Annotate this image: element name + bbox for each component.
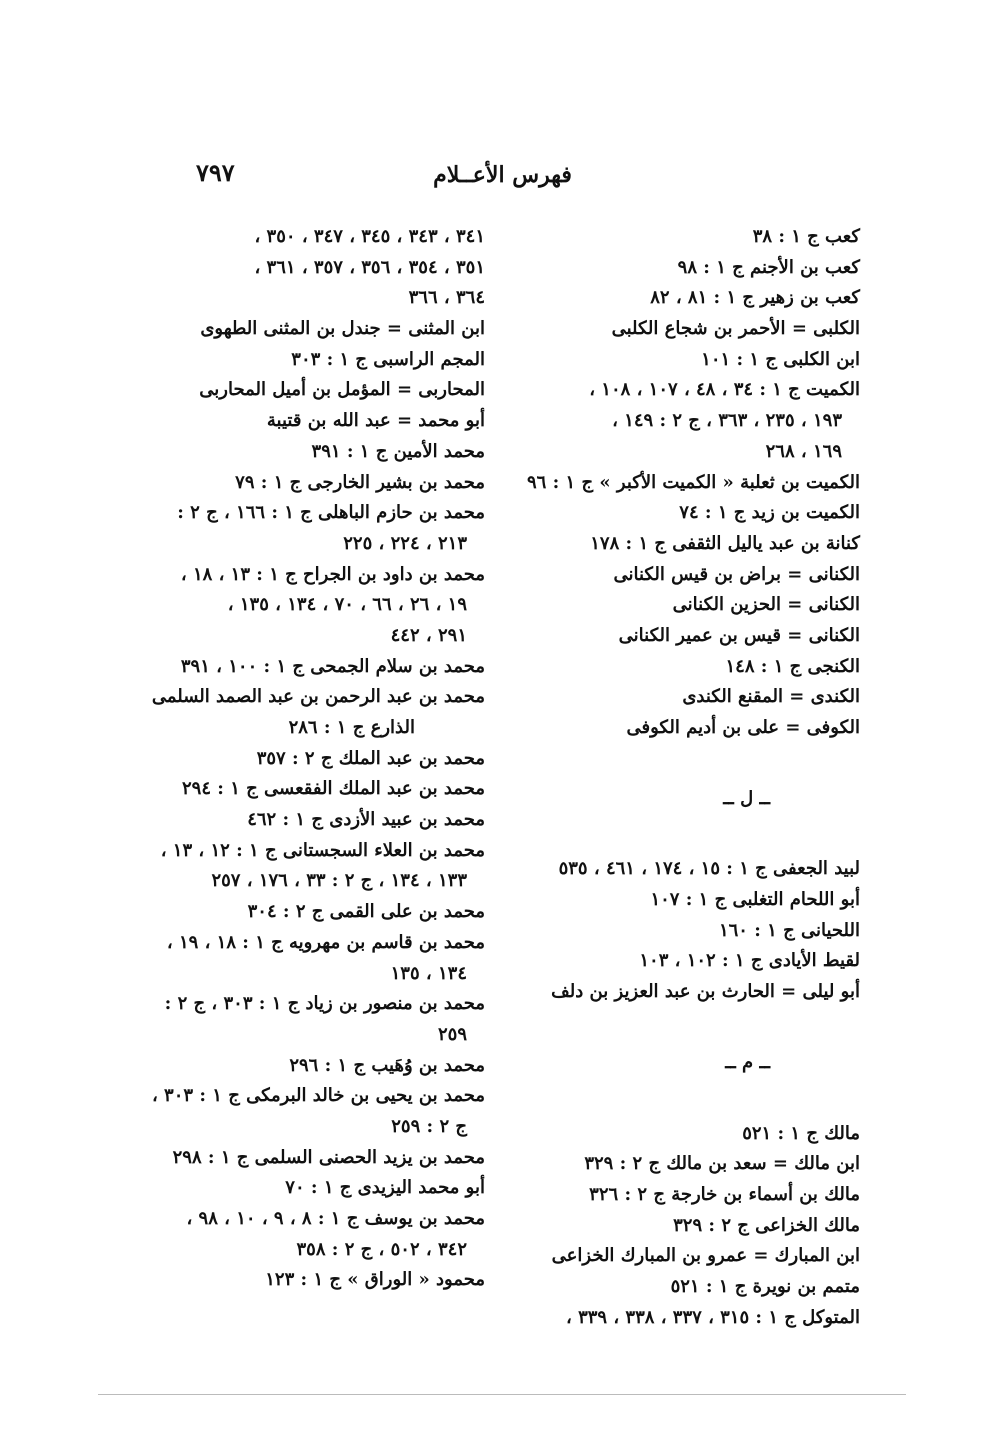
index-entry: المتوكل ج ١ : ٣١٥ ، ٣٣٧ ، ٣٣٨ ، ٣٣٩ ، bbox=[565, 1306, 860, 1328]
footer-rule bbox=[98, 1394, 906, 1395]
index-entry: ٣٤١ ، ٣٤٣ ، ٣٤٥ ، ٣٤٧ ، ٣٥٠ ، bbox=[254, 226, 485, 247]
index-entry: محمد بن عبد الملك ج ٢ : ٣٥٧ bbox=[256, 747, 485, 769]
index-entry: محمود « الوراق » ج ١ : ١٢٣ bbox=[265, 1269, 485, 1291]
index-entry-continuation: ١٣٤ ، ١٣٥ bbox=[390, 962, 467, 984]
index-entry: ابن مالك = سعد بن مالك ج ٢ : ٣٢٩ bbox=[584, 1153, 860, 1175]
index-entry: الكندى = المقنع الكندى bbox=[682, 686, 860, 708]
index-entry: كعب ج ١ : ٣٨ bbox=[752, 226, 860, 247]
index-entry: محمد بن حازم الباهلى ج ١ : ١٦٦ ، ج ٢ : bbox=[177, 502, 485, 524]
index-entry: أبو اللحام التغلبى ج ١ : ١٠٧ bbox=[650, 889, 860, 911]
index-entry: مالك ج ١ : ٥٢١ bbox=[742, 1122, 860, 1144]
index-entry: الكميت بن زيد ج ١ : ٧٤ bbox=[679, 502, 860, 524]
index-entry: محمد بن داود بن الجراح ج ١ : ١٣ ، ١٨ ، bbox=[180, 563, 485, 585]
index-entry-continuation: ٢١٣ ، ٢٢٤ ، ٢٢٥ bbox=[343, 532, 467, 554]
index-entry: أبو ليلى = الحارث بن عبد العزيز بن دلف bbox=[551, 981, 860, 1003]
index-entry: محمد بن بشير الخارجى ج ١ : ٧٩ bbox=[235, 471, 485, 493]
index-group-lam bbox=[530, 854, 860, 1007]
index-entry: مالك بن أسماء بن خارجة ج ٢ : ٣٢٦ bbox=[589, 1183, 860, 1205]
index-entry: أبو محمد = عبد الله بن قتيبة bbox=[266, 410, 485, 432]
page-title: فهرس الأعــلام bbox=[433, 162, 572, 188]
index-entry: الكنجى ج ١ : ١٤٨ bbox=[725, 655, 860, 677]
index-entry: محمد بن عبيد الأزدى ج ١ : ٤٦٢ bbox=[247, 809, 485, 831]
index-entry-continuation: ١٩٣ ، ٢٣٥ ، ٣٦٣ ، ج ٢ : ١٤٩ ، bbox=[612, 410, 842, 432]
index-entry: محمد بن قاسم بن مهرويه ج ١ : ١٨ ، ١٩ ، bbox=[166, 931, 485, 953]
index-entry: لبيد الجعفى ج ١ : ١٥ ، ١٧٤ ، ٤٦١ ، ٥٣٥ bbox=[558, 858, 860, 880]
index-entry: لقيط الأيادى ج ١ : ١٠٢ ، ١٠٣ bbox=[639, 950, 860, 972]
section-gap bbox=[530, 744, 860, 784]
section-gap bbox=[530, 1008, 860, 1048]
index-group-mim-continued bbox=[151, 222, 485, 1296]
index-entry: ٣٦٤ ، ٣٦٦ bbox=[408, 287, 485, 309]
index-entry: محمد بن سلام الجمحى ج ١ : ١٠٠ ، ٣٩١ bbox=[180, 655, 485, 677]
index-entry: أبو محمد اليزيدى ج ١ : ٧٠ bbox=[285, 1177, 485, 1199]
section-gap bbox=[530, 1079, 860, 1119]
index-entry: محمد بن عبد الملك الفقعسى ج ١ : ٢٩٤ bbox=[181, 778, 485, 800]
index-group-mim bbox=[530, 1119, 860, 1334]
index-entry-continuation: ٣٤٢ ، ٥٠٢ ، ج ٢ : ٣٥٨ bbox=[296, 1238, 467, 1260]
index-entry: الكلبى = الأحمر بن شجاع الكلبى bbox=[611, 318, 860, 340]
index-entry: ٣٥١ ، ٣٥٤ ، ٣٥٦ ، ٣٥٧ ، ٣٦١ ، bbox=[254, 256, 485, 278]
index-entry: محمد بن يوسف ج ١ : ٨ ، ٩ ، ١٠ ، ٩٨ ، bbox=[186, 1208, 485, 1229]
section-header-lam: ــ ل ــ bbox=[723, 787, 770, 809]
index-entry-continuation: ج ٢ : ٢٥٩ bbox=[391, 1115, 467, 1137]
index-entry: الكنانى = قيس بن عمير الكنانى bbox=[618, 624, 860, 646]
index-column-left bbox=[151, 222, 485, 1296]
index-entry: محمد بن منصور بن زياد ج ١ : ٣٠٣ ، ج ٢ : bbox=[164, 993, 485, 1015]
index-entry: ابن المثنى = جندل بن المثنى الطهوى bbox=[200, 318, 485, 340]
index-entry: محمد بن وُهَيب ج ١ : ٢٩٦ bbox=[289, 1054, 485, 1076]
index-entry: كعب بن الأجنم ج ١ : ٩٨ bbox=[677, 256, 860, 278]
index-entry: مالك الخزاعى ج ٢ : ٣٢٩ bbox=[673, 1214, 860, 1236]
index-entry: كنانة بن عبد ياليل الثقفى ج ١ : ١٧٨ bbox=[590, 532, 860, 554]
page-number: ٧٩٧ bbox=[196, 158, 235, 187]
index-entry: محمد بن العلاء السجستانى ج ١ : ١٢ ، ١٣ ، bbox=[160, 839, 485, 861]
index-entry: كعب بن زهير ج ١ : ٨١ ، ٨٢ bbox=[650, 287, 860, 309]
index-entry: ابن المبارك = عمرو بن المبارك الخزاعى bbox=[551, 1245, 860, 1267]
section-gap bbox=[530, 814, 860, 854]
index-entry: المحاربى = المؤمل بن أميل المحاربى bbox=[199, 379, 485, 401]
index-entry: الكميت ج ١ : ٣٤ ، ٤٨ ، ١٠٧ ، ١٠٨ ، bbox=[589, 379, 860, 401]
index-entry: ابن الكلبى ج ١ : ١٠١ bbox=[701, 348, 860, 370]
index-entry-continuation: ٢٩١ ، ٤٤٢ bbox=[390, 624, 467, 646]
index-entry: محمد الأمين ج ١ : ٣٩١ bbox=[311, 440, 485, 462]
index-entry: الكنانى = الحزين الكنانى bbox=[672, 594, 860, 616]
index-entry-continuation: ٢٥٩ bbox=[437, 1023, 467, 1045]
index-entry: اللحيانى ج ١ : ١٦٠ bbox=[718, 919, 860, 941]
index-entry: محمد بن على القمى ج ٢ : ٣٠٤ bbox=[247, 901, 485, 923]
index-entry: المجم الراسبى ج ١ : ٣٠٣ bbox=[291, 348, 485, 370]
index-entry-continuation: ١٦٩ ، ٢٦٨ bbox=[765, 440, 842, 462]
index-entry: متمم بن نويرة ج ١ : ٥٢١ bbox=[670, 1275, 860, 1297]
index-entry-continuation: ١٣٣ ، ١٣٤ ، ج ٢ : ٣٣ ، ١٧٦ ، ٢٥٧ bbox=[211, 870, 467, 892]
index-column-right bbox=[527, 222, 860, 1333]
index-entry: محمد بن يزيد الحصنى السلمى ج ١ : ٢٩٨ bbox=[172, 1146, 485, 1168]
index-entry: الكميت بن ثعلبة « الكميت الأكبر » ج ١ : ٩٦ bbox=[527, 471, 860, 493]
index-entry-continuation: ١٩ ، ٢٦ ، ٦٦ ، ٧٠ ، ١٣٤ ، ١٣٥ ، bbox=[227, 594, 467, 616]
index-entry: محمد بن يحيى بن خالد البرمكى ج ١ : ٣٠٣ ، bbox=[151, 1085, 485, 1107]
index-entry: الكوفى = على بن أديم الكوفى bbox=[626, 717, 860, 738]
index-group-kaf bbox=[527, 222, 860, 744]
index-entry-continuation: الذارع ج ١ : ٢٨٦ bbox=[288, 717, 415, 738]
section-header-mim: ــ م ــ bbox=[725, 1051, 770, 1073]
index-entry: الكنانى = براض بن قيس الكنانى bbox=[613, 563, 860, 585]
index-entry: محمد بن عبد الرحمن بن عبد الصمد السلمى bbox=[151, 686, 485, 708]
